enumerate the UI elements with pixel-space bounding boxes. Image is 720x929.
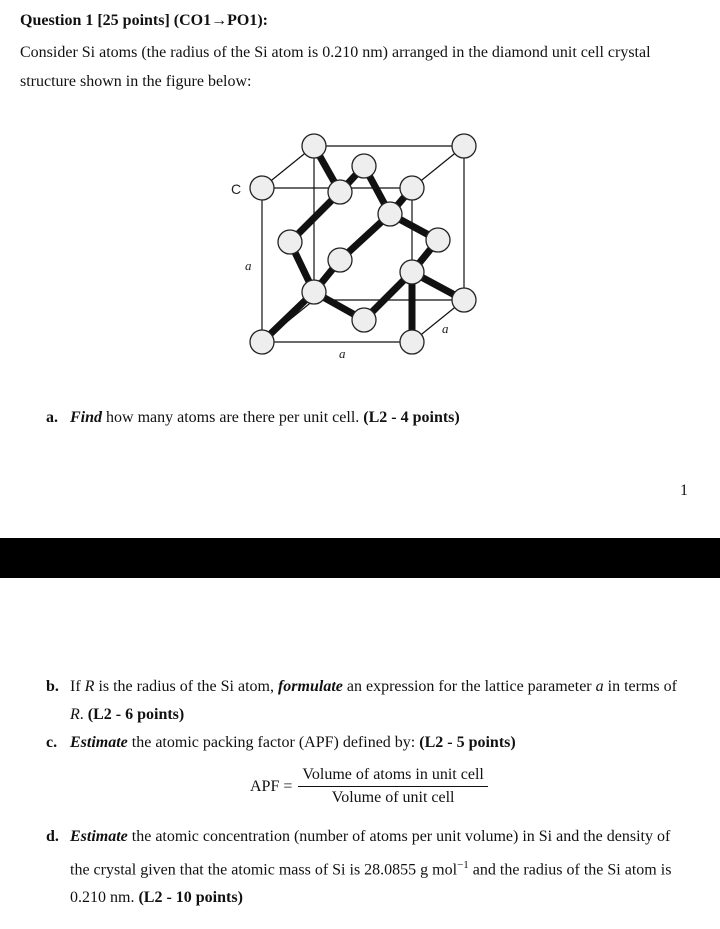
part-a-text: how many atoms are there per unit cell.: [102, 409, 364, 426]
apf-lhs: APF =: [250, 777, 293, 795]
apf-formula: [250, 766, 488, 807]
page-number: 1: [680, 482, 688, 499]
part-d-text1: the atomic concentration (number of atoms per unit volume) in Si and the density of the crystal given that the atomic mass of Si is 28.0855 g mol: [70, 828, 671, 879]
apf-fraction: [298, 766, 487, 807]
page-divider: [0, 538, 720, 578]
part-b-var-r: R: [84, 678, 95, 695]
part-c-verb: Estimate: [70, 734, 128, 751]
corner-label: C: [231, 181, 242, 197]
part-b-var-r2: R: [70, 706, 80, 723]
part-a-marker: a.: [46, 409, 58, 426]
part-c-marker: c.: [46, 734, 58, 751]
part-d-verb: Estimate: [70, 828, 128, 845]
part-c: [46, 729, 686, 757]
part-d-text2: and the radius of the Si atom is 0.210 nm.: [70, 861, 672, 907]
edge-label-bottom: a: [339, 346, 346, 361]
part-d: [46, 823, 686, 912]
part-b-points: (L2 - 6 points): [87, 706, 185, 723]
part-b-text2: is the radius of the Si atom,: [94, 678, 278, 695]
edge-label-depth: a: [442, 321, 449, 336]
question-title: Question 1 [25 points] (CO1→PO1):: [20, 12, 268, 29]
part-b-var-a: a: [595, 678, 604, 695]
part-c-points: (L2 - 5 points): [419, 734, 516, 751]
question-intro: Consider Si atoms (the radius of the Si atom is 0.210 nm) arranged in the diamond unit cell crystal structure shown in the figure below:: [20, 44, 651, 90]
apf-numerator: Volume of atoms in unit cell: [298, 766, 487, 787]
part-b-verb: formulate: [277, 678, 343, 695]
part-a-points: (L2 - 4 points): [363, 409, 460, 426]
part-a-verb: Find: [70, 409, 103, 426]
diamond-unit-cell-figure: [222, 126, 492, 366]
edge-label-left: a: [245, 258, 252, 273]
part-d-exponent: −1: [457, 859, 469, 871]
part-b-marker: b.: [46, 678, 59, 695]
part-d-marker: d.: [46, 828, 59, 845]
part-b-text1: If: [70, 678, 85, 695]
part-a: [46, 404, 686, 432]
apf-denominator: Volume of unit cell: [331, 789, 455, 806]
part-b-text4: in terms of: [603, 678, 677, 695]
part-d-points: (L2 - 10 points): [138, 889, 243, 907]
part-b: [46, 673, 686, 729]
part-c-text: the atomic packing factor (APF) defined by:: [127, 734, 420, 751]
part-b-text5: .: [79, 706, 88, 723]
part-b-text3: an expression for the lattice parameter: [342, 678, 596, 695]
